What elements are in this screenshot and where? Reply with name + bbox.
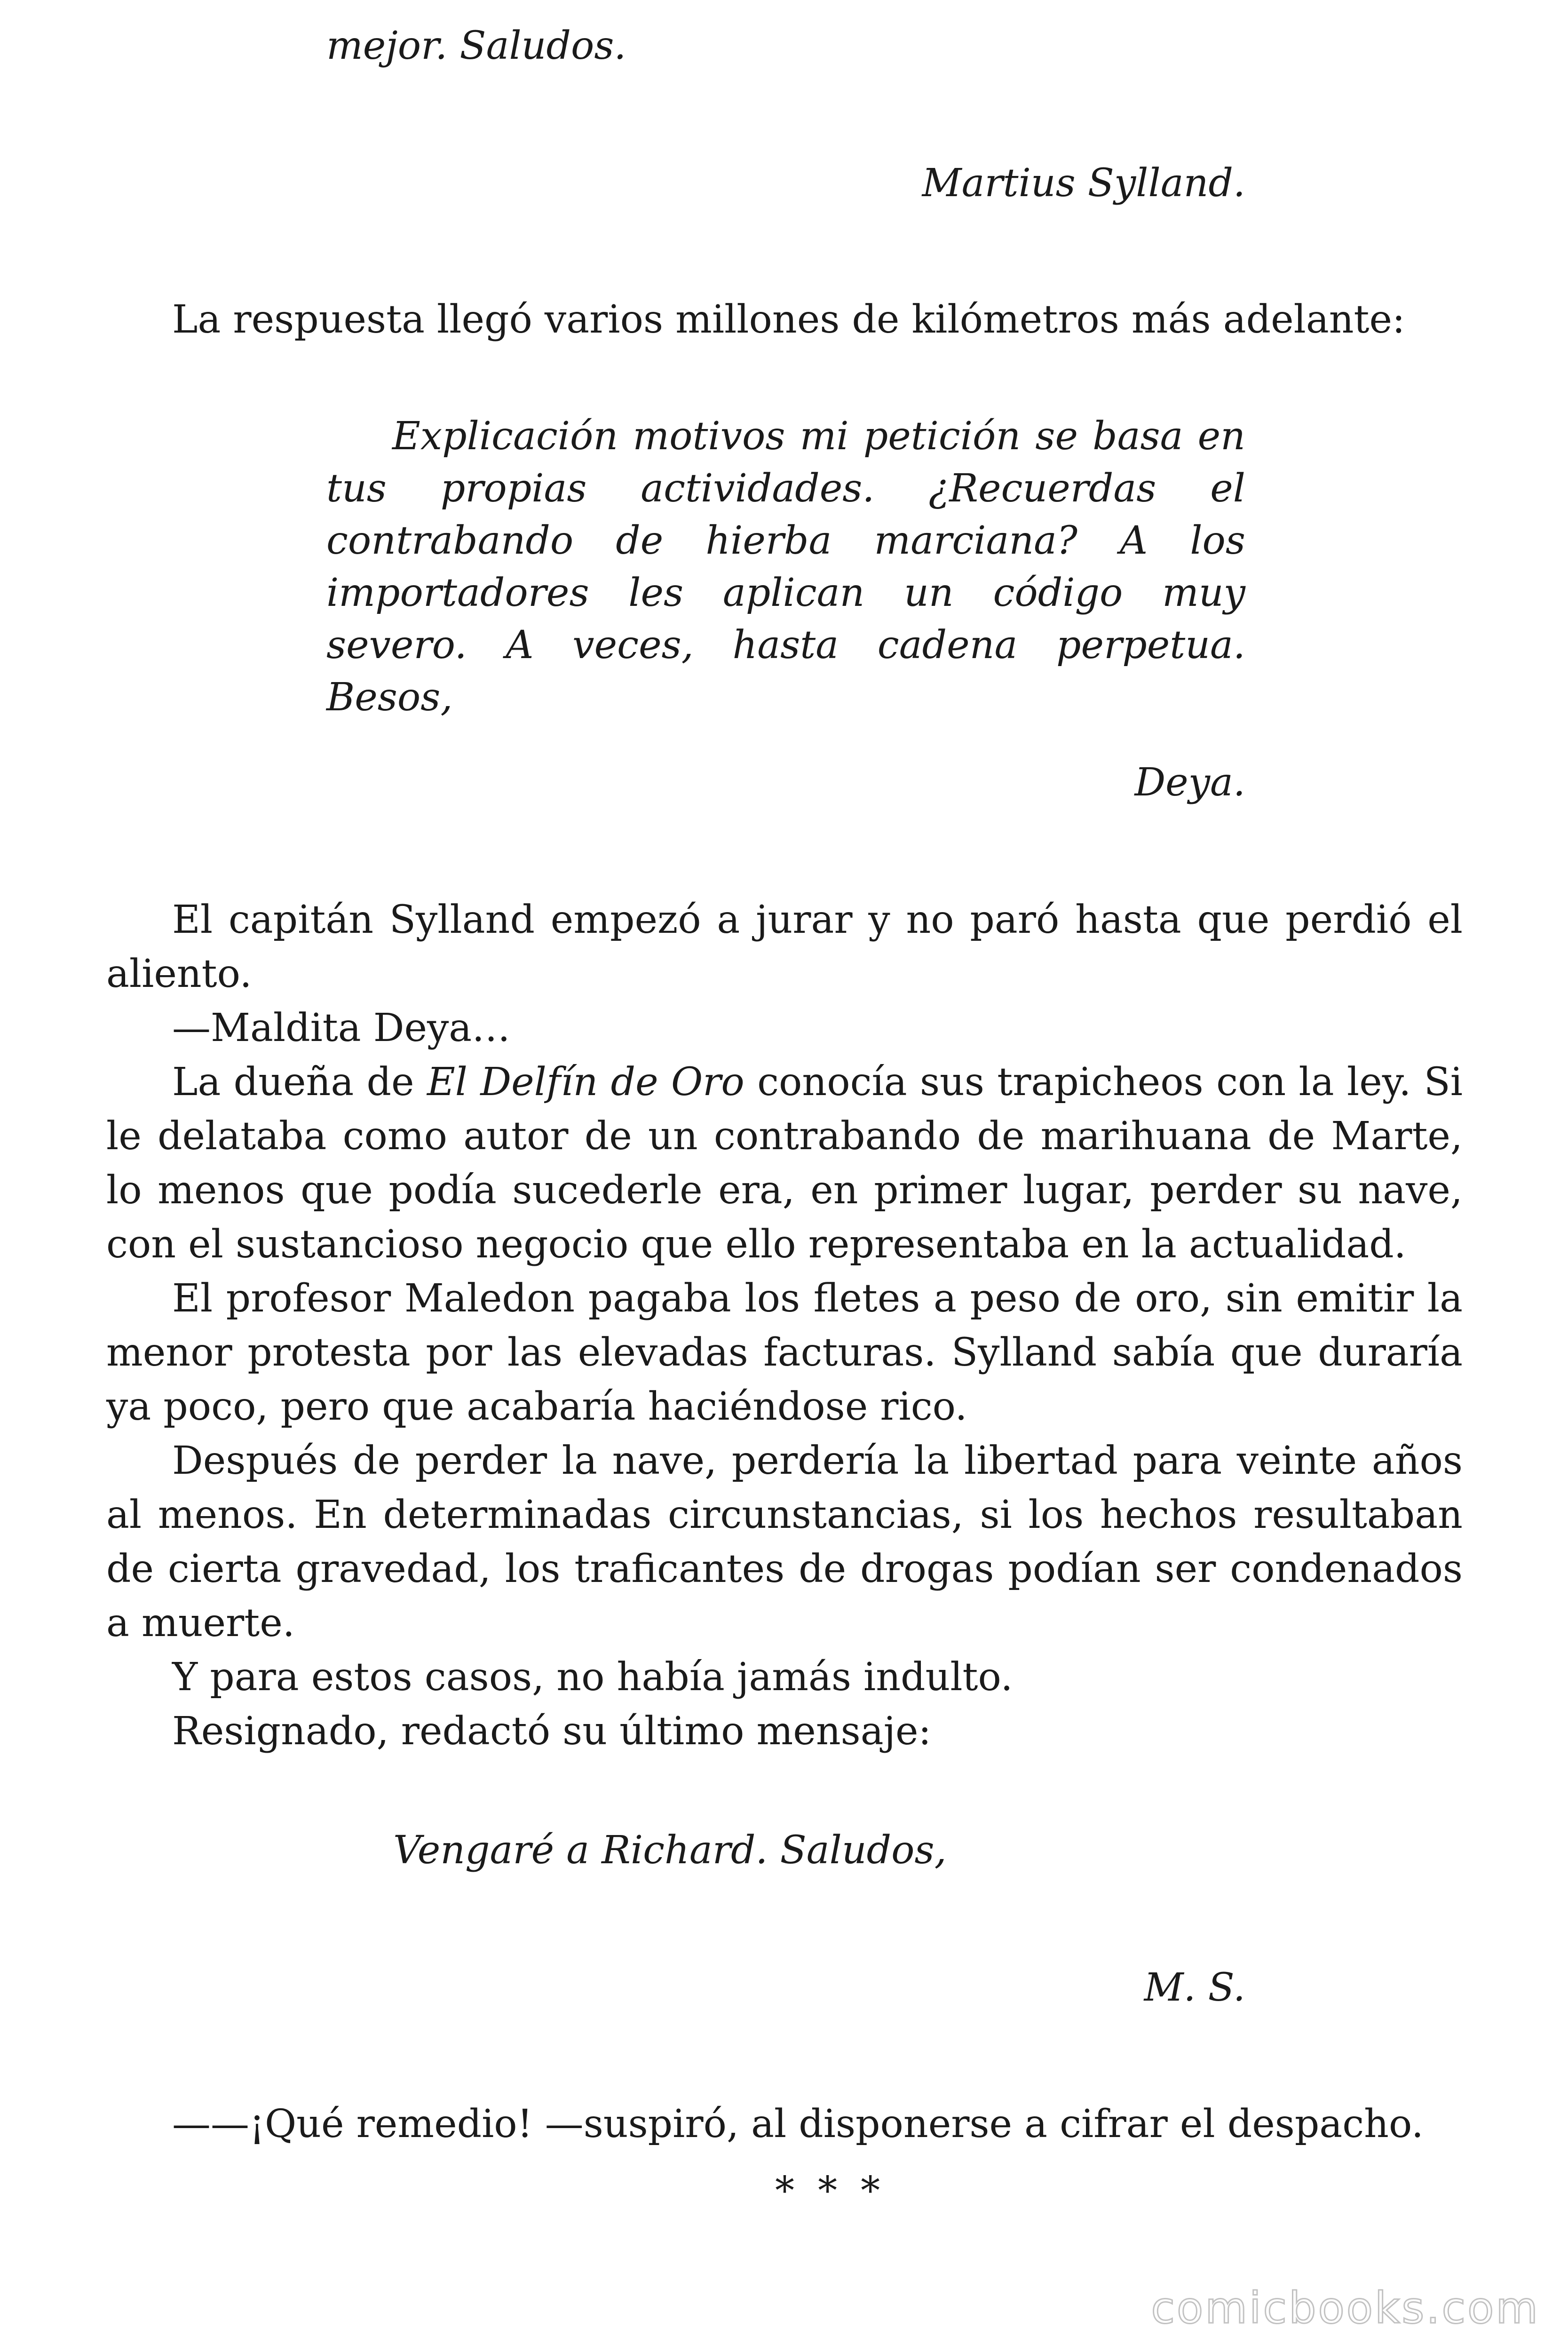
letter2-signature: Deya.	[1134, 760, 1245, 805]
paragraph-duena-delfin	[106, 1055, 1463, 1271]
paragraph-duena-after: conocía sus trapicheos con la ley. Si le delataba como autor de un contrabando de marihuana de Marte, lo menos que podía sucederle era, en primer lugar, perder su nave, con el sustancioso negocio que ello representaba en la actualidad.	[106, 1060, 1463, 1267]
paragraph-resignado: Resignado, redactó su último mensaje:	[172, 1709, 932, 1754]
paragraph-sin-indulto: Y para estos casos, no había jamás indulto.	[172, 1655, 1013, 1700]
closing-line: ——¡Qué remedio! —suspiró, al disponerse a cifrar el despacho.	[172, 2102, 1424, 2146]
letter2-body: Explicación motivos mi petición se basa en tus propias actividades. ¿Recuerdas el contrabando de hierba marciana? A los importadores les aplican un código muy severo. A veces, hasta cadena perpetua. Besos,	[326, 414, 1245, 720]
watermark: comicbooks.com	[1151, 2283, 1540, 2333]
ship-name-italic: El Delfín de Oro	[427, 1060, 744, 1104]
letter1-closing: mejor. Saludos.	[326, 24, 626, 68]
section-break: * * *	[775, 2169, 886, 2213]
paragraph-duena-before: La dueña de	[172, 1060, 427, 1104]
letter3-body: Vengaré a Richard. Saludos,	[393, 1828, 947, 1873]
letter3-signature: M. S.	[1144, 1965, 1245, 2010]
letter1-signature: Martius Sylland.	[922, 161, 1245, 206]
paragraph-maldita-deya: —Maldita Deya…	[172, 1006, 511, 1050]
paragraph-profesor-maledon: El profesor Maledon pagaba los fletes a peso de oro, sin emitir la menor protesta por las elevadas facturas. Sylland sabía que duraría ya poco, pero que acabaría haciéndose rico.	[106, 1276, 1463, 1429]
paragraph-perder-nave: Después de perder la nave, perdería la libertad para veinte años al menos. En determinadas circunstancias, si los hechos resultaban de cierta gravedad, los traficantes de drogas podían ser condenados a muerte.	[106, 1438, 1463, 1645]
narration-reply: La respuesta llegó varios millones de kilómetros más adelante:	[172, 297, 1405, 342]
paragraph-sylland-swearing: El capitán Sylland empezó a jurar y no paró hasta que perdió el aliento.	[106, 898, 1463, 996]
